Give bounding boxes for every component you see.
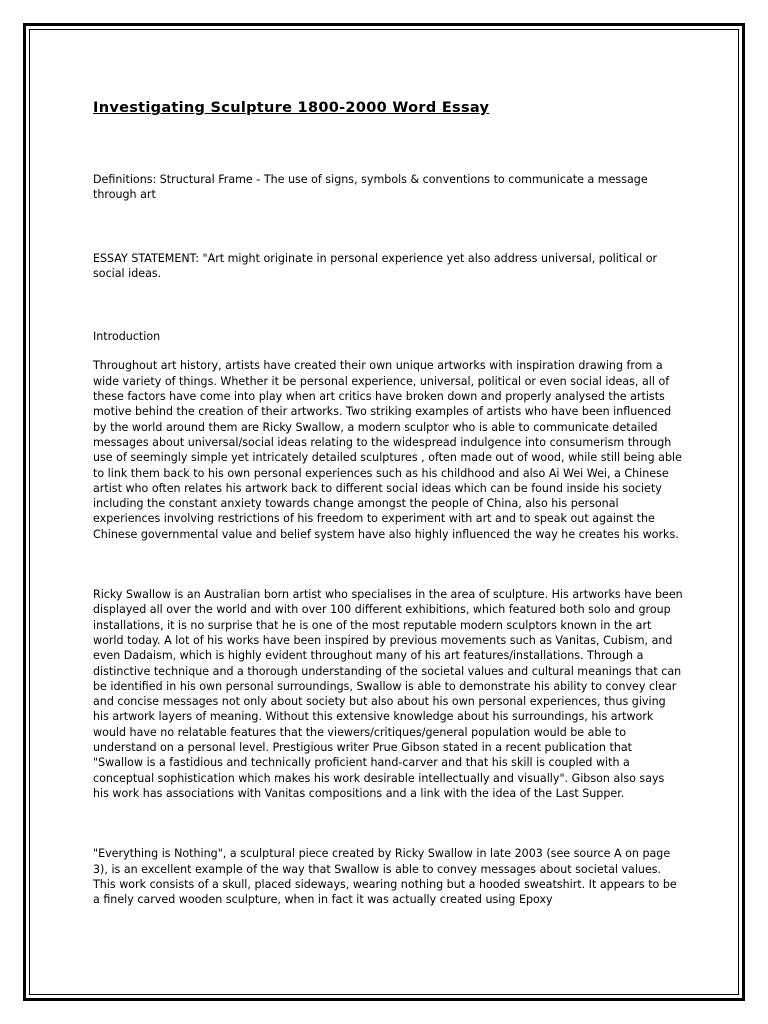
essay-statement-paragraph: ESSAY STATEMENT: "Art might originate in personal experience yet also address universal, political or social ideas. bbox=[93, 251, 658, 280]
document-title: Investigating Sculpture 1800-2000 Word Essay bbox=[93, 100, 490, 116]
definitions-paragraph: Definitions: Structural Frame - The use of signs, symbols & conventions to communicate a message through art bbox=[93, 173, 648, 202]
intro-paragraph: Throughout art history, artists have created their own unique artworks with inspiration drawing from a wide variety of things. Whether it be personal experience, universal, political or even social ideas, all of these factors have come into play when art critics have broken down and properly analysed the artists motive behind the creation of their artworks. Two striking examples of artists who have been influenced by the world around them are Ricky Swallow, a modern sculptor who is able to communicate detailed messages about universal/social ideas relating to the widespread indulgence into consumerism through use of seemingly simple yet intricately detailed sculptures , often made out of wood, while still being able to link them back to his own personal experiences such as his childhood and also Ai Wei Wei, a Chinese artist who often relates his artwork back to different social ideas which can be found inside his society including the constant anxiety towards change amongst the people of China, also his personal experiences involving restrictions of his freedom to experiment with art and to speak out against the Chinese governmental value and belief system have also highly influenced the way he creates his works. bbox=[93, 359, 682, 541]
everything-is-nothing-paragraph: "Everything is Nothing", a sculptural piece created by Ricky Swallow in late 2003 (see source A on page 3), is an excellent example of the way that Swallow is able to convey messages about societal values. This work consists of a skull, placed sideways, wearing nothing but a hooded sweatshirt. It appears to be a finely carved wooden sculpture, when in fact it was actually created using Epoxy bbox=[93, 847, 677, 907]
swallow-paragraph: Ricky Swallow is an Australian born artist who specialises in the area of sculpture. His artworks have been displayed all over the world and with over 100 different exhibitions, which featured both solo and group installations, it is no surprise that he is one of the most reputable modern sculptors known in the art world today. A lot of his works have been inspired by previous movements such as Vanitas, Cubism, and even Dadaism, which is highly evident throughout many of his art features/installations. Through a distinctive technique and a thorough understanding of the societal values and cultural meanings that can be identified in his own personal surroundings, Swallow is able to demonstrate his ability to convey clear and concise messages not only about society but also about his own personal experiences, thus giving his artwork layers of meaning. Without this extensive knowledge about his surroundings, his artwork would have no relatable features that the viewers/critiques/general population would be able to understand on a personal level. Prestigious writer Prue Gibson stated in a recent publication that "Swallow is a fastidious and technically proficient hand-carver and that his skill is coupled with a conceptual sophistication which makes his work desirable intellectually and visually". Gibson also says his work has associations with Vanitas compositions and a link with the idea of the Last Supper. bbox=[93, 588, 683, 800]
document-body bbox=[93, 100, 683, 907]
introduction-heading: Introduction bbox=[93, 330, 161, 344]
